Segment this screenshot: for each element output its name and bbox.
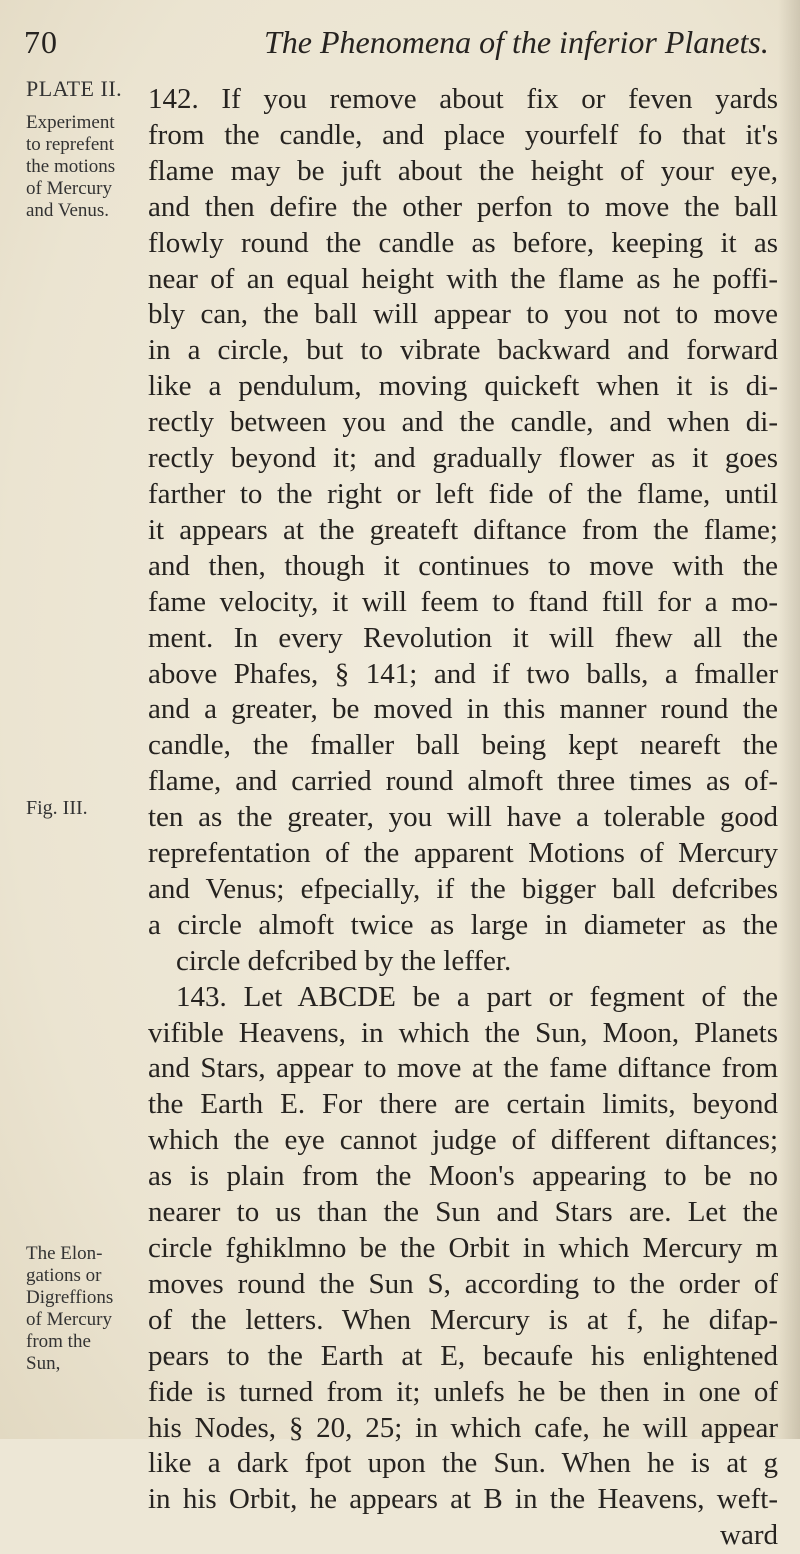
text-line: flowly round the candle as before, keeping it as [148,226,778,259]
text-line: fide is turned from it; unlefs he be then in one of [148,1375,778,1408]
text-line: flame may be juft about the height of your eye, [148,154,778,187]
margin-line: Sun, [26,1353,61,1374]
margin-line: Experiment [26,112,115,133]
text-line: rectly beyond it; and gradually flower as it goes [148,442,778,475]
text-line: flame, and carried round almoft three times as of- [148,765,778,798]
margin-line: of Mercury [26,1309,112,1330]
figure-label: Fig. III. [26,797,88,819]
text-line: and Venus; efpecially, if the bigger ball defcribes [148,872,778,905]
text-line: his Nodes, § 20, 25; in which cafe, he will appear [148,1411,778,1444]
text-line: pears to the Earth at E, becaufe his enlightened [148,1339,778,1372]
text-line: above Phafes, § 141; and if two balls, a fmaller [148,657,778,690]
text-line: moves round the Sun S, according to the order of [148,1267,778,1300]
text-line: it appears at the greateft diftance from the flame; [148,513,778,546]
text-line: as is plain from the Moon's appearing to be no [148,1160,778,1193]
page-header [24,18,784,68]
text-line: bly can, the ball will appear to you not to move [148,298,778,331]
text-line: from the candle, and place yourfelf fo that it's [148,118,778,151]
text-line: fame velocity, it will feem to ftand ftill for a mo- [148,585,778,618]
text-line: like a dark fpot upon the Sun. When he is at g [148,1447,778,1480]
margin-note-experiment [26,78,146,222]
page-number: 70 [24,24,58,60]
margin-line: The Elon- [26,1243,103,1264]
margin-note-elongations [26,1243,146,1375]
margin-note-figure [26,797,146,819]
text-line: like a pendulum, moving quickeft when it is di- [148,370,778,403]
body-text [148,82,778,1554]
text-line: the Earth E. For there are certain limits, beyond [148,1088,778,1121]
plate-label: PLATE II. [26,76,123,101]
margin-line: the motions [26,156,116,177]
text-line: 142. If you remove about fix or feven yards [148,83,778,115]
margin-line: Digreffions [26,1287,114,1308]
text-line: farther to the right or left fide of the flame, until [148,477,778,510]
text-line: near of an equal height with the flame as he poffi- [148,262,778,295]
margin-line: from the [26,1331,91,1352]
text-line: circle fghiklmno be the Orbit in which Mercury m [148,1232,778,1264]
margin-line: of Mercury [26,178,112,199]
margin-line: gations or [26,1265,102,1286]
catchword: ward [720,1519,778,1552]
text-line: and then defire the other perfon to move the ball [148,190,778,223]
text-line: in his Orbit, he appears at B in the Heavens, weft- [148,1483,778,1516]
text-line: in a circle, but to vibrate backward and forward [148,334,778,367]
text-line: reprefentation of the apparent Motions of Mercury [148,837,778,870]
text-line: nearer to us than the Sun and Stars are. Let the [148,1196,778,1229]
page-edge-shadow [778,0,800,1439]
margin-line: and Venus. [26,200,110,221]
text-line: of the letters. When Mercury is at f, he difap- [148,1303,778,1336]
margin-line: to reprefent [26,134,115,155]
text-line: 143. Let ABCDE be a part or fegment of the [176,980,778,1013]
text-line: a circle almoft twice as large in diameter as the [148,908,778,941]
text-line: ment. In every Revolution it will fhew all the [148,621,778,654]
running-title: The Phenomena of the inferior Planets. [264,24,769,60]
text-line: which the eye cannot judge of different diftances; [148,1124,778,1157]
text-line: and a greater, be moved in this manner round the [148,693,778,726]
text-line: vifible Heavens, in which the Sun, Moon, Planets [148,1016,778,1049]
text-line: candle, the fmaller ball being kept neareft the [148,729,778,762]
text-line: and then, though it continues to move with the [148,549,778,582]
text-line: circle defcribed by the leffer. [176,944,512,977]
text-line: rectly between you and the candle, and when di- [148,406,778,439]
text-line: and Stars, appear to move at the fame diftance from [148,1052,778,1085]
text-line: ten as the greater, you will have a tolerable good [148,801,778,834]
